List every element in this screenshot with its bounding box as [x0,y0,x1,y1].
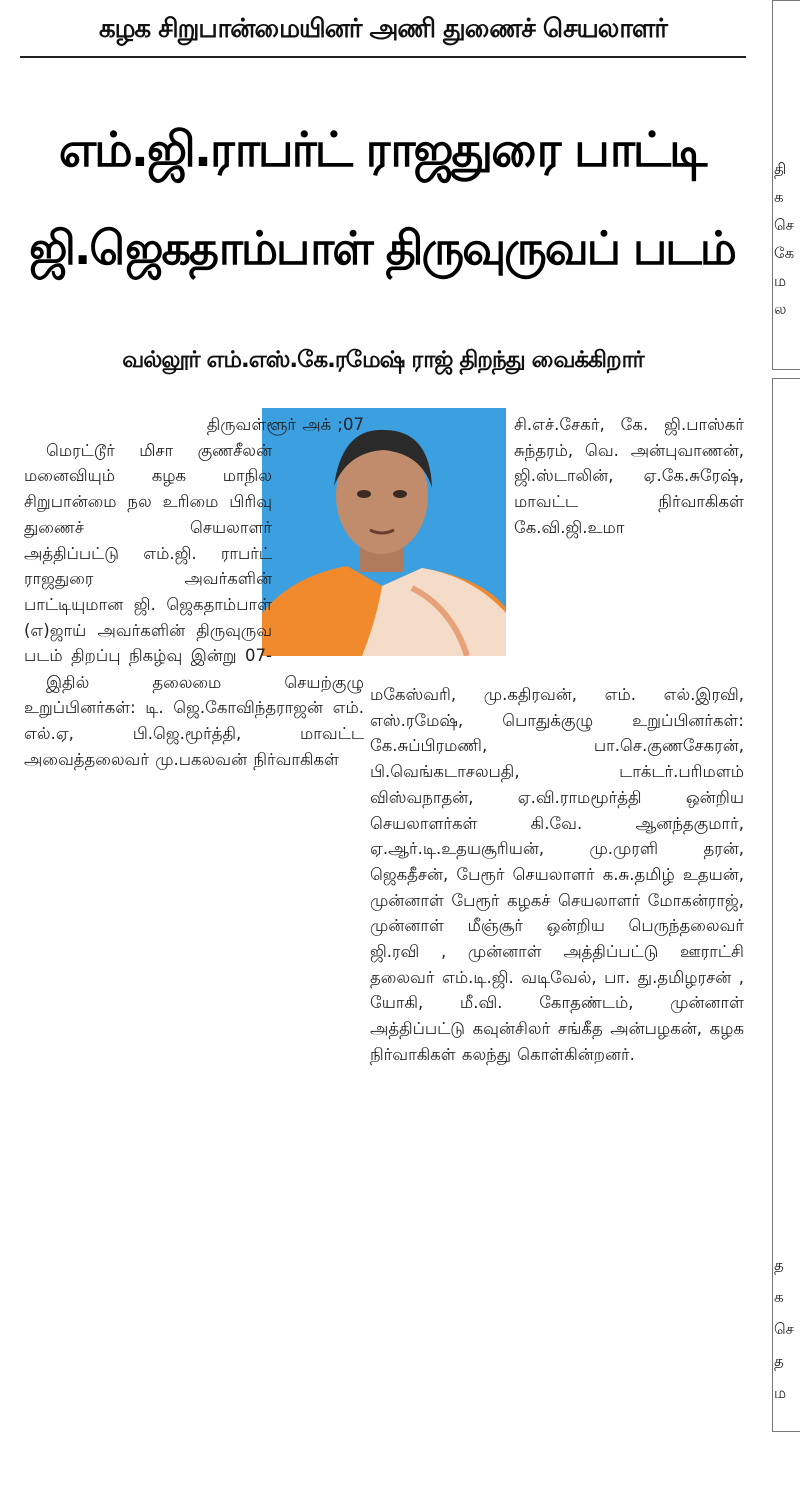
body-paragraph-1: மெரட்டூர் மிசா குணசீலன் மனைவியும் கழக மாநில சிறுபான்மை நல உரிமை பிரிவு துணைச் செயலாளர் அத்திப்பட்டு எம்.ஜி. ராபர்ட் ராஜதுரை அவர்களின் பாட்டியுமான ஜி. ஜெகதாம்பாள் (எ)ஜாய் அவர்களின் திருவுருவ படம் திறப்பு நிகழ்வு இன்று 07- [24,440,272,666]
adjacent-fragment: கே [774,244,795,262]
adjacent-article-edge [768,0,800,1500]
adjacent-fragment: செ [774,216,794,234]
adjacent-fragment: க [774,1288,784,1306]
adjacent-fragment: ம [774,1384,787,1402]
adjacent-fragment: த [774,1256,784,1274]
article-column-left [24,412,364,773]
adjacent-fragment: த [774,1352,784,1370]
article-column-right-top: சி.எச்.சேகர், கே. ஜி.பாஸ்கர் சுந்தரம், வெ. அன்புவாணன், ஜி.ஸ்டாலின், ஏ.கே.சுரேஷ், மாவட்ட நிர்வாகிகள் கே.வி.ஜி.உமா [514,415,744,537]
headline-line-1: எம்.ஜி.ராபர்ட் ராஜதுரை பாட்டி [58,122,706,178]
article-kicker: கழக சிறுபான்மையினர் அணி துணைச் செயலாளர் [99,14,667,44]
body-paragraph-1-top [24,438,364,670]
adjacent-fragment: ல [774,300,787,318]
adjacent-fragment: ம [774,272,787,290]
adjacent-fragment: க [774,188,784,206]
adjacent-fragment: செ [774,1320,794,1338]
headline-line-2: ஜி.ஜெகதாம்பாள் திருவுருவப் படம் [29,221,735,275]
subheadline: வல்லூர் எம்.எஸ்.கே.ரமேஷ் ராஜ் திறந்து வைக்கிறார் [122,347,644,373]
kicker-rule [20,56,746,58]
adjacent-fragment: தி [774,160,787,178]
dateline: திருவள்ளூர் அக் ;07 [206,415,364,434]
body-paragraph-2: இதில் தலைமை செயற்குழு உறுப்பினர்கள்: டி. ஜெ.கோவிந்தராஜன் எம். எல்.ஏ, பி.ஜெ.மூர்த்தி, மாவட்ட அவைத்தலைவர் மு.பகலவன் நிர்வாகிகள் [24,672,364,769]
article-column-right: மகேஸ்வரி, மு.கதிரவன், எம். எல்.இரவி, எஸ்.ரமேஷ், பொதுக்குழு உறுப்பினர்கள்: கே.சுப்பிரமணி, பா.செ.குணசேகரன், பி.வெங்கடாசலபதி, டாக்டர்.பரிமளம் விஸ்வநாதன், ஏ.வி.ராமமூர்த்தி ஒன்றிய செயலாளர்கள் கி.வே. ஆனந்தகுமார், ஏ.ஆர்.டி.உதயசூரியன், மு.முரளி தரன், ஜெகதீசன், பேரூர் செயலாளர் க.சு.தமிழ் உதயன், முன்னாள் பேரூர் கழகச் செயலாளர் மோகன்ராஜ், முன்னாள் மீஞ்சூர் ஒன்றிய பெருந்தலைவர் ஜி.ரவி , முன்னாள் அத்திப்பட்டு ஊராட்சி தலைவர் எம்.டி.ஜி. வடிவேல், பா. து.தமிழரசன் , யோகி, மீ.வி. கோதண்டம், முன்னாள் அத்திப்பட்டு கவுன்சிலர் சங்கீத அன்பழகன், கழக நிர்வாகிகள் கலந்து கொள்கின்றனர். [370,685,744,1064]
